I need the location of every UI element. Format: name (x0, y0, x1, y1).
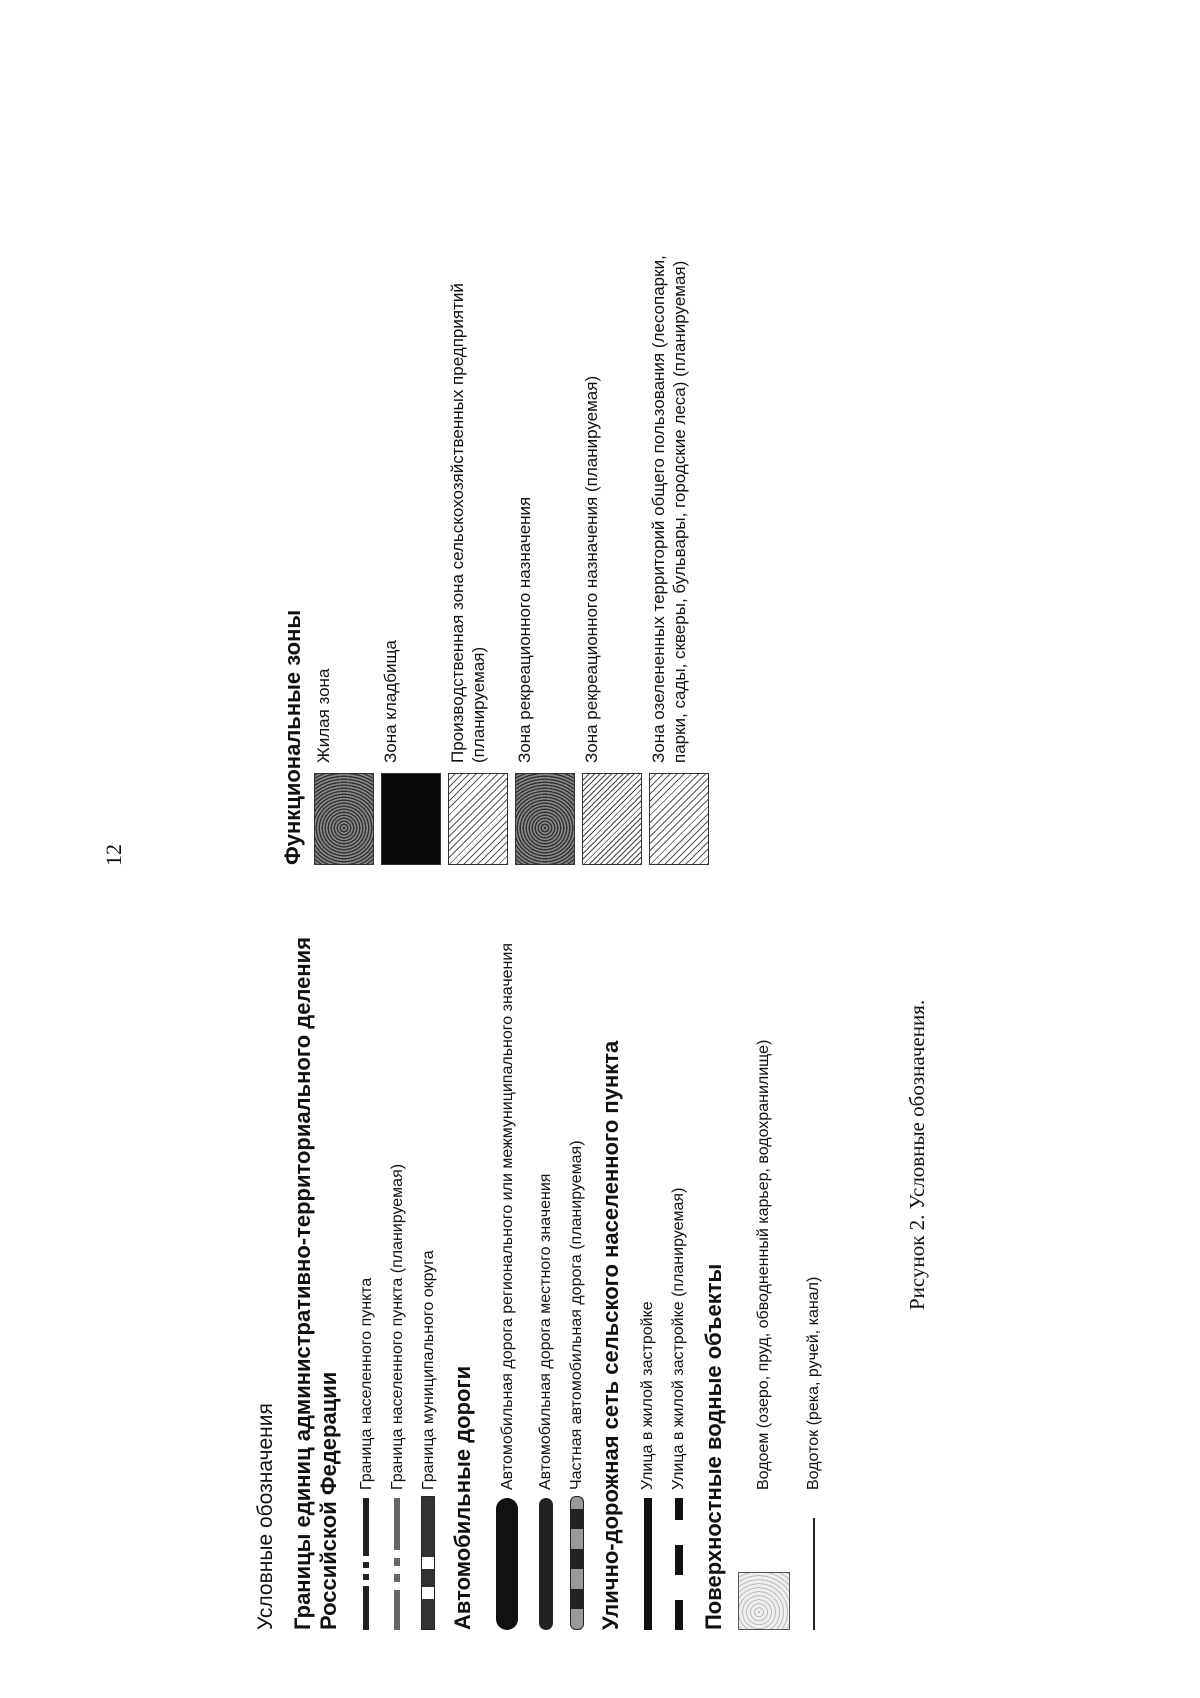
zone-item: Зона озелененных территорий общего пользования (лесопарки, парки, сады, скверы, бульвары, городские леса) (планируемая) (649, 225, 709, 865)
street-symbol (644, 1498, 652, 1630)
settlement-boundary-symbol (363, 1498, 369, 1630)
zone-item: Жилая зона (314, 225, 374, 865)
legend-column-zones (254, 225, 716, 865)
municipal-boundary-symbol (421, 1496, 435, 1630)
legend-column-lines (254, 910, 835, 1630)
legend-item: Автомобильная дорога местного значения (530, 910, 561, 1630)
legend-item: Автомобильная дорога регионального или межмуниципального значения (484, 910, 530, 1630)
section-heading-zones: Функциональные зоны (280, 609, 305, 865)
zone-item: Зона кладбища (381, 225, 441, 865)
regional-road-symbol (496, 1498, 518, 1630)
zone-item: Зона рекреационного назначения (планируемая) (582, 225, 642, 865)
legend-item: Улица в жилой застройке (планируемая) (664, 910, 695, 1630)
section-heading-roads: Автомобильные дороги (449, 1365, 475, 1630)
section-heading-streets: Улично-дорожная сеть сельского населенного пункта (598, 1040, 624, 1630)
zone-item: Производственная зона сельскохозяйственных предприятий (планируемая) (448, 225, 508, 865)
legend-item: Улица в жилой застройке (633, 910, 664, 1630)
legend-item: Граница населенного пункта (351, 910, 382, 1630)
planned-recreation-zone-swatch (582, 773, 642, 865)
water-body-symbol (738, 1572, 790, 1630)
page-number: 12 (101, 844, 126, 866)
zone-item: Зона рекреационного назначения (515, 225, 575, 865)
planned-settlement-boundary-symbol (394, 1498, 400, 1630)
stream-symbol (813, 1518, 815, 1630)
recreation-zone-swatch (515, 773, 575, 865)
cemetery-zone-swatch (381, 773, 441, 865)
private-road-symbol (570, 1496, 584, 1630)
section-heading-boundaries: Границы единиц административно-территориального деления Российской Федерации (290, 936, 342, 1630)
residential-zone-swatch (314, 773, 374, 865)
green-areas-zone-swatch (649, 773, 709, 865)
agricultural-production-zone-swatch (448, 773, 508, 865)
legend-title: Условные обозначения (254, 1403, 277, 1630)
local-road-symbol (539, 1498, 553, 1630)
section-heading-water: Поверхностные водные объекты (700, 1263, 726, 1630)
figure-caption: Рисунок 2. Условные обозначения. (905, 999, 929, 1310)
planned-street-symbol (675, 1498, 683, 1630)
legend-item: Граница населенного пункта (планируемая) (382, 910, 413, 1630)
legend-item: Граница муниципального округа (413, 910, 444, 1630)
legend-item: Частная автомобильная дорога (планируемая) (561, 910, 592, 1630)
legend-panel (254, 230, 1054, 1630)
legend-item: Водоем (озеро, пруд, обводненный карьер, водохранилище) (735, 910, 793, 1630)
legend-item: Водоток (река, ручей, канал) (793, 910, 835, 1630)
